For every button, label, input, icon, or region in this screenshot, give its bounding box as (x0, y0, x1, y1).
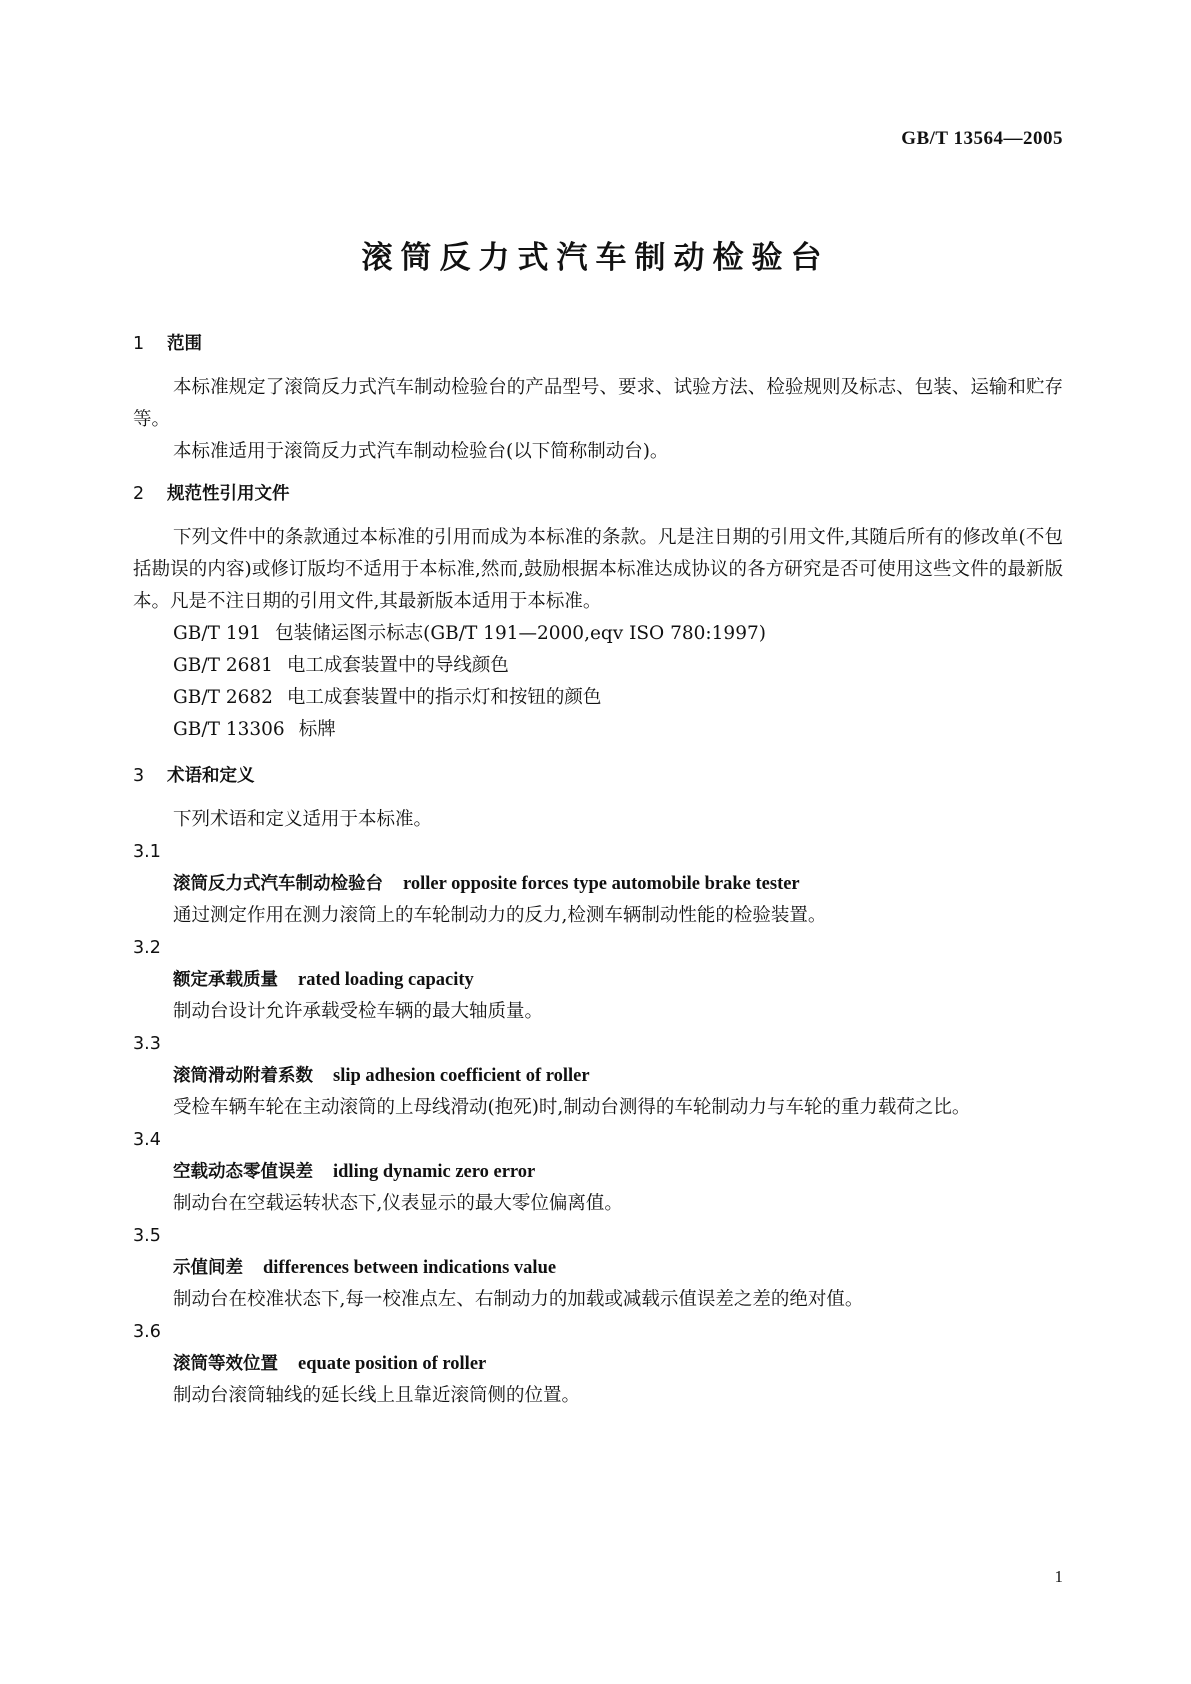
section-title: 术语和定义 (167, 766, 255, 786)
term-entry (133, 1316, 1063, 1412)
page-number: 1 (1054, 1567, 1063, 1586)
section-1-heading (133, 328, 1063, 360)
term-number: 3.5 (133, 1226, 161, 1246)
paragraph: 本标准规定了滚筒反力式汽车制动检验台的产品型号、要求、试验方法、检验规则及标志、包装、运输和贮存等。 (133, 377, 1063, 430)
paragraph: 下列术语和定义适用于本标准。 (173, 809, 433, 830)
term-en: idling dynamic zero error (333, 1162, 536, 1182)
reference-title: 电工成套装置中的指示灯和按钮的颜色 (286, 687, 602, 708)
term-definition: 制动台滚筒轴线的延长线上且靠近滚筒侧的位置。 (173, 1385, 581, 1406)
paragraph: 下列文件中的条款通过本标准的引用而成为本标准的条款。凡是注日期的引用文件,其随后所有的修改单(不包括勘误的内容)或修订版均不适用于本标准,然而,鼓励根据本标准达成协议的各方研究是否可使用这些文件的最新版本。凡是不注日期的引用文件,其最新版本适用于本标准。 (133, 527, 1063, 612)
term-heading (133, 1252, 1063, 1284)
term-number: 3.3 (133, 1034, 161, 1054)
section-number: 3 (133, 766, 145, 786)
standard-code: GB/T 13564—2005 (901, 128, 1063, 149)
term-definition: 通过测定作用在测力滚筒上的车轮制动力的反力,检测车辆制动性能的检验装置。 (173, 905, 827, 926)
document-title: 滚筒反力式汽车制动检验台 (361, 240, 830, 276)
section-number: 2 (133, 484, 145, 504)
term-entry (133, 1124, 1063, 1220)
reference-item (133, 618, 1063, 650)
term-heading (133, 1060, 1063, 1092)
term-definition: 制动台在校准状态下,每一校准点左、右制动力的加载或减载示值误差之差的绝对值。 (173, 1289, 864, 1310)
term-number: 3.4 (133, 1130, 161, 1150)
section-2-heading (133, 478, 1063, 510)
term-number: 3.6 (133, 1322, 161, 1342)
term-zh: 示值间差 (173, 1258, 243, 1278)
term-heading (133, 964, 1063, 996)
reference-title: 标牌 (298, 719, 336, 740)
document-body (133, 328, 1063, 1412)
term-en: rated loading capacity (298, 970, 474, 990)
term-en: roller opposite forces type automobile brake tester (403, 874, 800, 894)
term-definition: 制动台在空载运转状态下,仪表显示的最大零位偏离值。 (173, 1193, 623, 1214)
term-entry (133, 1220, 1063, 1316)
term-heading (133, 1156, 1063, 1188)
term-entry (133, 1028, 1063, 1124)
reference-title: 包装储运图示标志(GB/T 191—2000,eqv ISO 780:1997) (275, 623, 766, 644)
term-en: differences between indications value (263, 1258, 557, 1278)
section-number: 1 (133, 334, 145, 354)
reference-code: GB/T 2682 (173, 687, 273, 708)
term-zh: 滚筒等效位置 (173, 1354, 278, 1374)
term-zh: 滚筒滑动附着系数 (173, 1066, 313, 1086)
term-definition: 受检车辆车轮在主动滚筒的上母线滑动(抱死)时,制动台测得的车轮制动力与车轮的重力载荷之比。 (173, 1097, 971, 1118)
term-zh: 滚筒反力式汽车制动检验台 (173, 874, 383, 894)
term-zh: 空载动态零值误差 (173, 1162, 313, 1182)
term-heading (133, 868, 1063, 900)
term-entry (133, 932, 1063, 1028)
term-definition: 制动台设计允许承载受检车辆的最大轴质量。 (173, 1001, 544, 1022)
term-number: 3.1 (133, 842, 161, 862)
reference-item (133, 714, 1063, 746)
reference-code: GB/T 2681 (173, 655, 273, 676)
section-title: 规范性引用文件 (167, 484, 290, 504)
term-en: equate position of roller (298, 1354, 487, 1374)
reference-item (133, 650, 1063, 682)
term-en: slip adhesion coefficient of roller (333, 1066, 590, 1086)
reference-list (133, 618, 1063, 746)
reference-code: GB/T 13306 (173, 719, 285, 740)
section-3-heading (133, 760, 1063, 792)
term-heading (133, 1348, 1063, 1380)
reference-title: 电工成套装置中的导线颜色 (286, 655, 509, 676)
section-title: 范围 (167, 334, 202, 354)
reference-code: GB/T 191 (173, 623, 262, 644)
paragraph: 本标准适用于滚筒反力式汽车制动检验台(以下简称制动台)。 (173, 441, 669, 462)
term-entry (133, 836, 1063, 932)
term-zh: 额定承载质量 (173, 970, 278, 990)
term-number: 3.2 (133, 938, 161, 958)
reference-item (133, 682, 1063, 714)
